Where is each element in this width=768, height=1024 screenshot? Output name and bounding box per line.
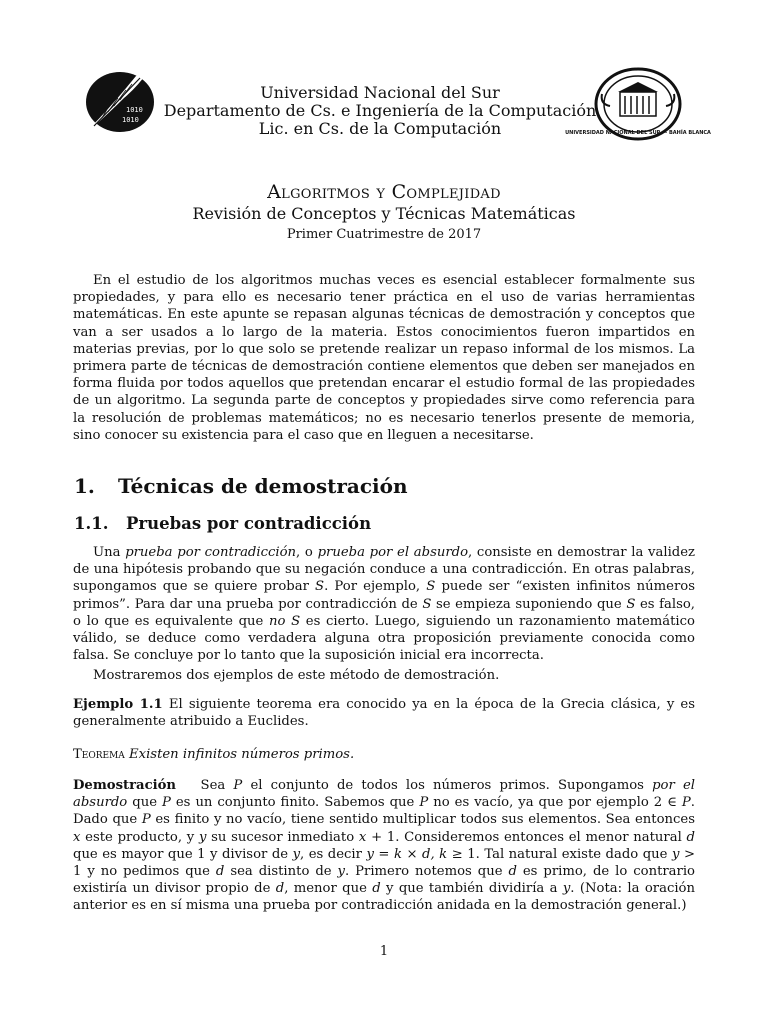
svg-text:1010: 1010 — [126, 106, 143, 114]
institution-header — [160, 84, 600, 138]
example-paragraph: Ejemplo 1.1 El siguiente teorema era conocido ya en la época de la Grecia clásica, y es generalmente atribuido a Euclides. — [73, 697, 695, 730]
document-subtitle: Revisión de Conceptos y Técnicas Matemáticas — [192, 204, 576, 223]
subsection-heading — [74, 514, 371, 533]
theorem-label: Teorema — [73, 747, 125, 762]
example-label: Ejemplo 1.1 — [73, 697, 163, 712]
document-title: Algoritmos y Complejidad — [267, 181, 501, 203]
degree-name: Lic. en Cs. de la Computación — [258, 119, 502, 138]
document-title-block — [0, 180, 768, 245]
subsection-number: 1.1. — [74, 514, 109, 533]
university-seal-logo — [565, 66, 711, 142]
section-heading — [74, 474, 408, 498]
svg-text:1010: 1010 — [122, 116, 139, 124]
department-name: Departamento de Cs. e Ingeniería de la Computación — [163, 101, 597, 120]
section-number: 1. — [74, 474, 95, 498]
examples-intro-paragraph: Mostraremos dos ejemplos de este método de demostración. — [93, 668, 500, 683]
proof-label: Demostración — [73, 778, 177, 793]
theorem-text: Existen infinitos números primos. — [129, 747, 355, 762]
subsection-title: Pruebas por contradicción — [126, 514, 372, 533]
theorem-statement — [73, 746, 695, 763]
university-feather-logo — [80, 68, 158, 134]
svg-text:UNIVERSIDAD NACIONAL DEL SUR —: UNIVERSIDAD NACIONAL DEL SUR — BAHÍA BLANCA — [565, 130, 711, 136]
university-name: Universidad Nacional del Sur — [260, 83, 500, 102]
document-date: Primer Cuatrimestre de 2017 — [286, 227, 482, 242]
abstract-paragraph: En el estudio de los algoritmos muchas veces es esencial establecer formalmente sus propiedades, y para ello es necesario tener práctica en el uso de varias herramientas matemáticas. En este apunte se repasan algunas técnicas de demostración y conceptos que van a ser usados a lo largo de la materia. Estos conocimientos fueron impartidos en materias previas, por lo que solo se pretende realizar un repaso informal de los mismos. La primera parte de técnicas de demostración contiene elementos que deben ser manejados en forma fluida por todos aquellos que pretendan encarar el estudio formal de las propiedades de un algoritmo. La segunda parte de conceptos y propiedades sirve como referencia para la resolución de problemas matemáticos; no es necesario tenerlos presente de memoria, sino conocer su existencia para el caso que en lleguen a necesitarse. — [73, 273, 695, 443]
section-title: Técnicas de demostración — [118, 474, 408, 498]
page-number: 1 — [379, 944, 389, 959]
intro-paragraph: Una prueba por contradicción, o prueba por el absurdo, consiste en demostrar la validez de una hipótesis probando que su negación conduce a una contradicción. En otras palabras, supongamos que se quiere probar S. Por ejemplo, S puede ser “existen infinitos números primos”. Para dar una prueba por contradicción de S se empieza suponiendo que S es falso, o lo que es equivalente que no S es cierto. Luego, siguiendo un razonamiento matemático válido, se deduce como verdadera alguna otra proposición previamente conocida como falsa. Se concluye por lo tanto que la suposición inicial era incorrecta. — [73, 545, 696, 664]
proof-paragraph: Demostración Sea P el conjunto de todos los números primos. Supongamos por el absurdo que P es un conjunto finito. Sabemos que P no es vacío, ya que por ejemplo 2 ∈ P. Dado que P es finito y no vacío, tiene sentido multiplicar todos sus elementos. Sea entonces x este producto, y y su sucesor inmediato x + 1. Consideremos entonces el menor natural d que es mayor que 1 y divisor de y, es decir y = k × d, k ≥ 1. Tal natural existe dado que y > 1 y no pedimos que d sea distinto de y. Primero notemos que d es primo, de lo contrario existiría un divisor propio de d, menor que d y que también dividiría a y. (Nota: la oración anterior es en sí misma una prueba por contradicción anidada en la demostración general.) — [73, 778, 696, 914]
